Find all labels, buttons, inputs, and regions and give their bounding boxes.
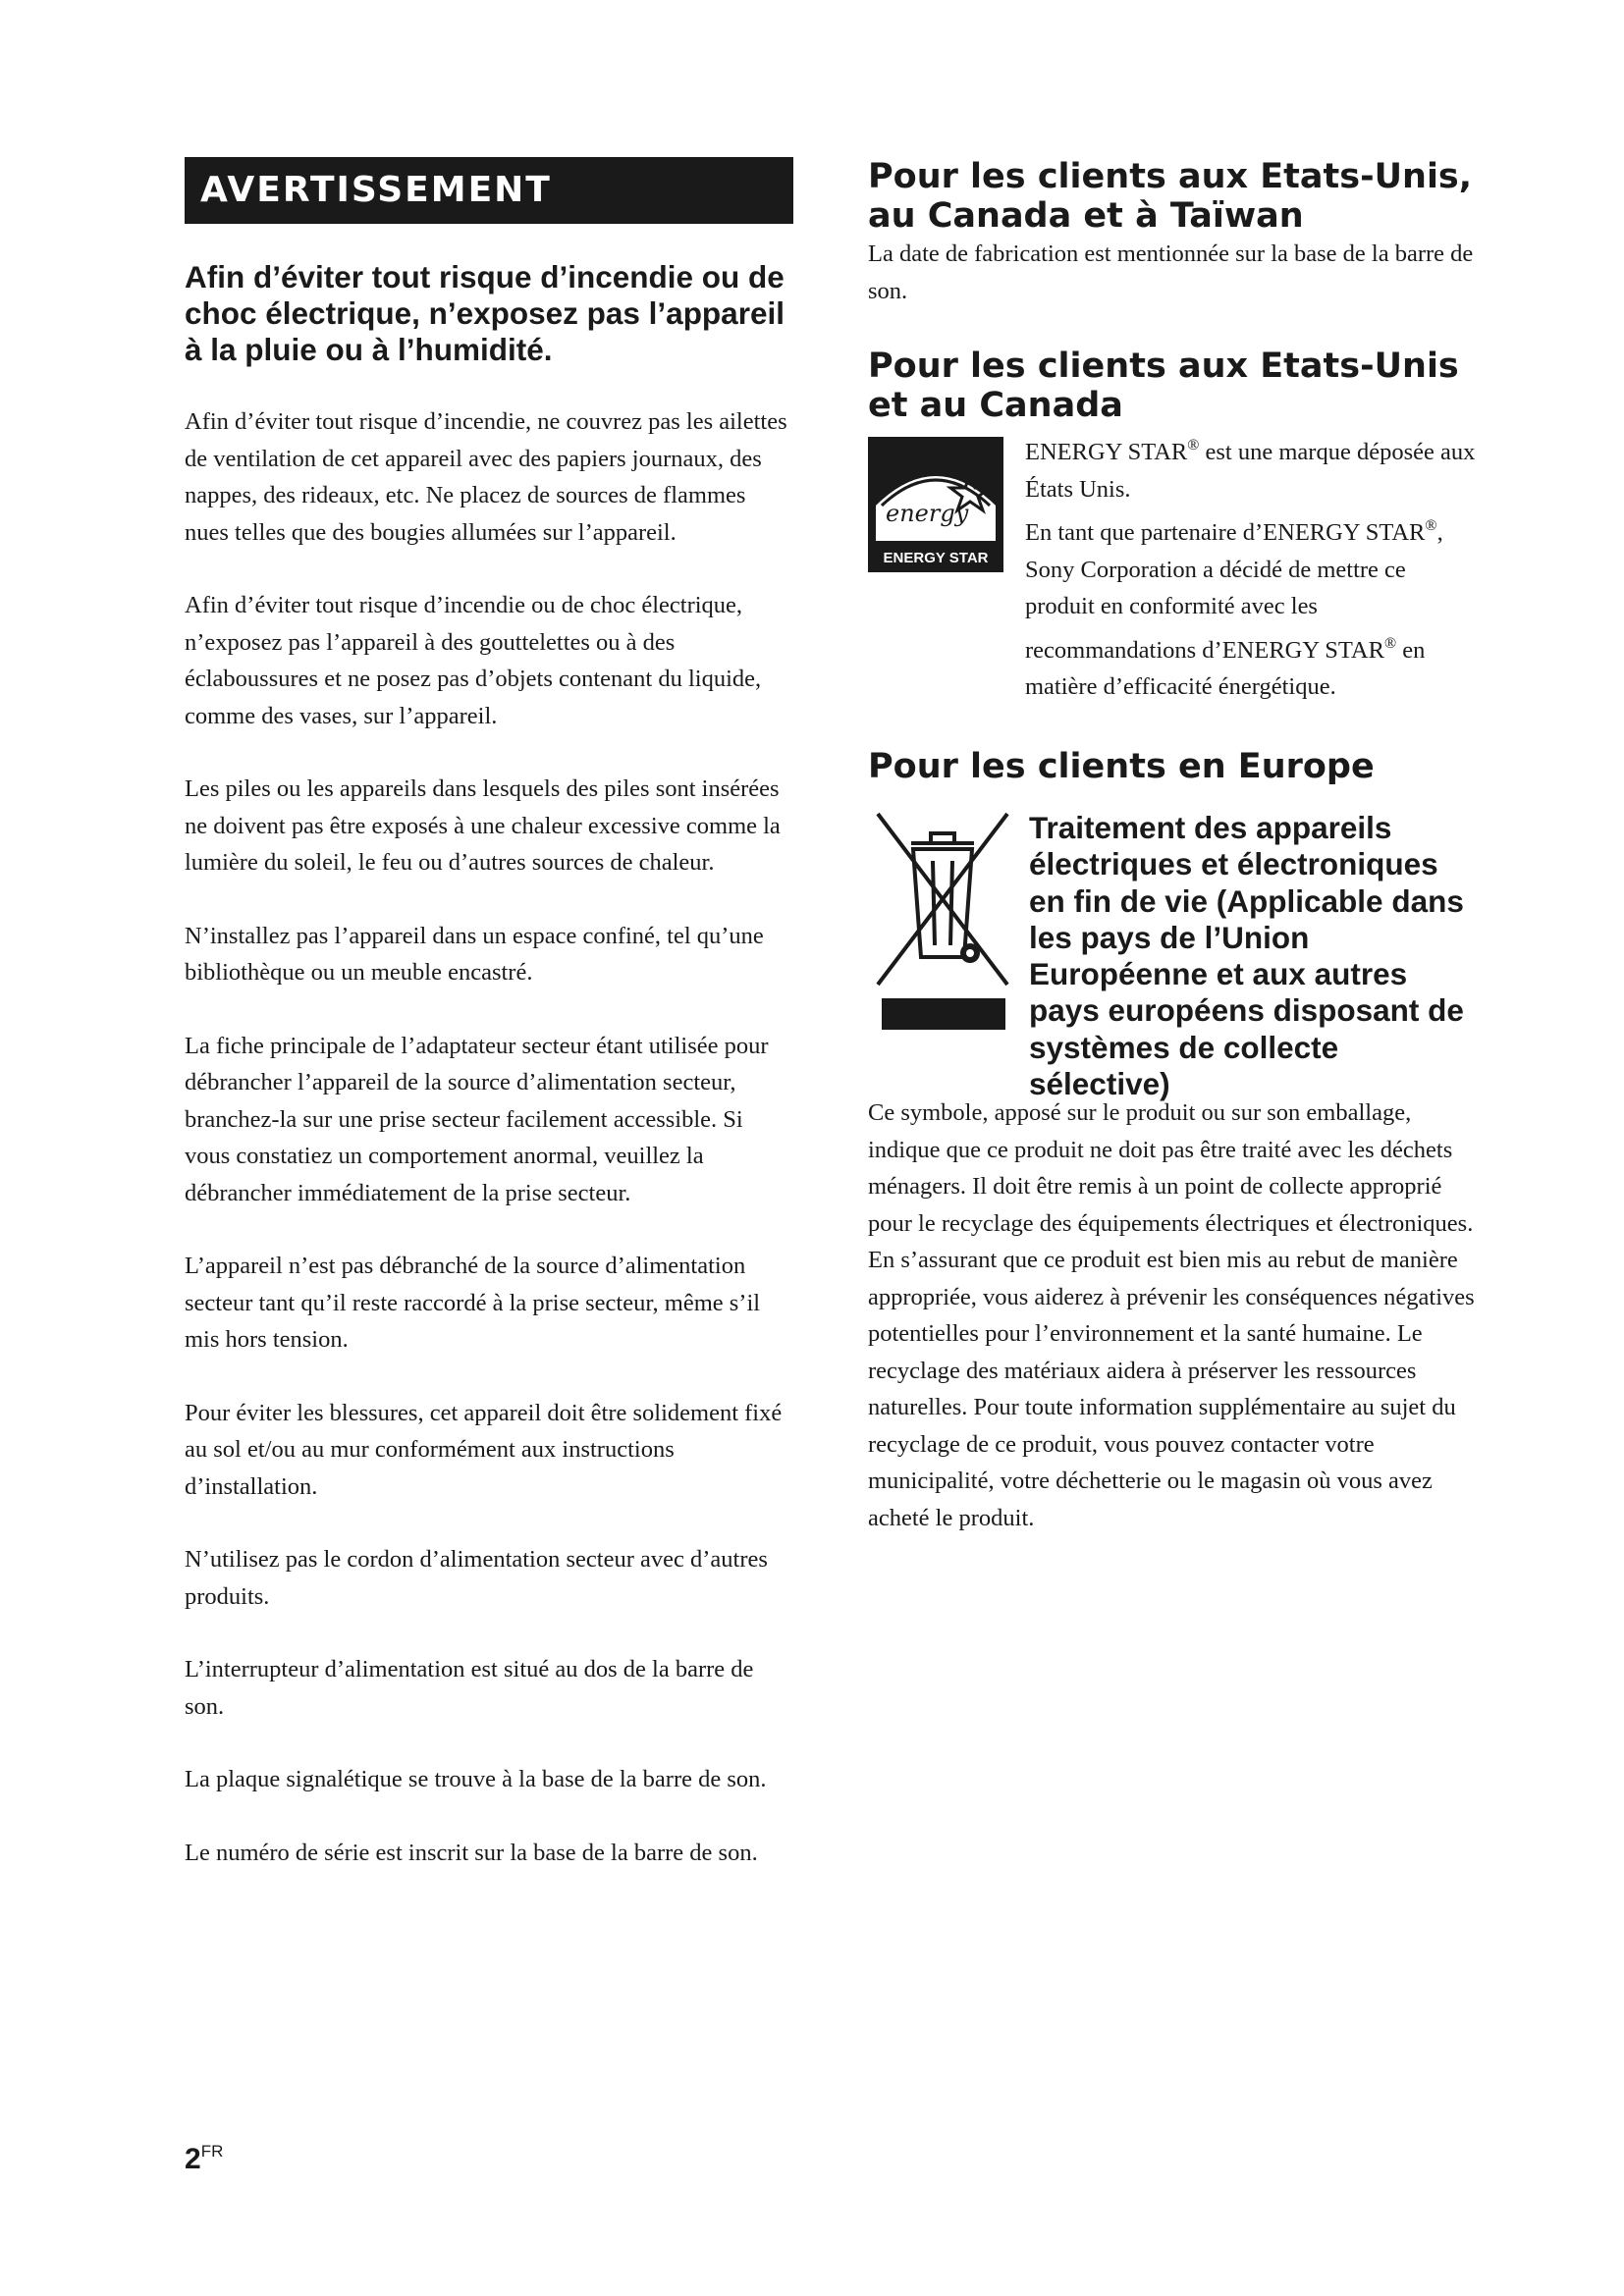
- section-heading-europe: Pour les clients en Europe: [868, 747, 1375, 786]
- warning-banner: AVERTISSEMENT: [185, 157, 793, 224]
- warning-paragraph: N’installez pas l’appareil dans un espace confiné, tel qu’une bibliothèque ou un meuble encastré.: [185, 922, 764, 986]
- energy-star-statement-2: En tant que partenaire d’ENERGY STAR®, Sony Corporation a décidé de mettre ce produit en conformité avec les recommandations d’ENERGY STAR® en matière d’efficacité énergétique.: [1025, 517, 1443, 700]
- right-column: [868, 157, 1477, 1536]
- weee-explanation: Ce symbole, apposé sur le produit ou sur son emballage, indique que ce produit ne doit pas être traité avec les déchets ménagers. Il doit être remis à un point de collecte approprié pour le recyclage des équipements électriques et électroniques. En s’assurant que ce produit est bien mis au rebut de manière appropriée, vous aiderez à prévenir les conséquences négatives potentielles pour l’environnement et la santé humaine. Le recyclage des matériaux aidera à préserver les ressources naturelles. Pour toute information supplémentaire au sujet du recyclage de ce produit, vous pouvez contacter votre municipalité, votre déchetterie ou le magasin où vous avez acheté le produit.: [868, 1099, 1475, 1531]
- section-heading-us-canada: Pour les clients aux Etats-Unis et au Canada: [868, 347, 1459, 425]
- crossed-out-bin-icon: [874, 810, 1011, 1014]
- warning-paragraph: Pour éviter les blessures, cet appareil doit être solidement fixé au sol et/ou au mur conformément aux instructions d’installation.: [185, 1399, 783, 1500]
- energy-star-block: [868, 427, 1477, 714]
- energy-star-logo-icon: [868, 437, 1003, 572]
- warning-paragraph: L’interrupteur d’alimentation est situé au dos de la barre de son.: [185, 1656, 754, 1720]
- warning-paragraph: Le numéro de série est inscrit sur la base de la barre de son.: [185, 1839, 758, 1866]
- svg-text:ENERGY STAR: ENERGY STAR: [883, 550, 989, 566]
- warning-paragraph: La plaque signalétique se trouve à la base de la barre de son.: [185, 1766, 767, 1792]
- warning-paragraph: L’appareil n’est pas débranché de la source d’alimentation secteur tant qu’il reste raccordé à la prise secteur, même s’il mis hors tension.: [185, 1253, 761, 1353]
- warning-paragraph: N’utilisez pas le cordon d’alimentation secteur avec d’autres produits.: [185, 1546, 768, 1610]
- svg-text:energy: energy: [886, 500, 969, 527]
- energy-star-statement-1: ENERGY STAR® est une marque déposée aux États Unis.: [1025, 437, 1476, 503]
- section-heading-us-canada-taiwan: Pour les clients aux Etats-Unis, au Canada et à Taïwan: [868, 157, 1473, 236]
- weee-heading: Traitement des appareils électriques et électroniques en fin de vie (Applicable dans les pays de l’Union Européenne et aux autres pays européens disposant de systèmes de collecte sélective): [1029, 810, 1464, 1102]
- warning-paragraph: Les piles ou les appareils dans lesquels des piles sont insérées ne doivent pas être exposés à une chaleur excessive comme la lumière du soleil, le feu ou d’autres sources de chaleur.: [185, 775, 781, 876]
- warning-lead: Afin d’éviter tout risque d’incendie ou de choc électrique, n’exposez pas l’appareil à la pluie ou à l’humidité.: [185, 259, 785, 367]
- page-number: $2^{FR}$: [185, 2142, 224, 2175]
- manufacture-date-note: La date de fabrication est mentionnée sur la base de la barre de son.: [868, 240, 1474, 304]
- warning-paragraph: La fiche principale de l’adaptateur secteur étant utilisée pour débrancher l’appareil de la source d’alimentation secteur, branchez-la sur une prise secteur facilement accessible. Si vous constatiez un comportement anormal, veuillez la débrancher immédiatement de la prise secteur.: [185, 1032, 769, 1206]
- warning-paragraph: Afin d’éviter tout risque d’incendie ou de choc électrique, n’exposez pas l’appareil à des gouttelettes ou à des éclaboussures et ne posez pas d’objets contenant du liquide, comme des vases, sur l’appareil.: [185, 592, 762, 729]
- left-column: [185, 157, 793, 1871]
- weee-black-bar: [882, 998, 1005, 1030]
- weee-block: [868, 810, 1477, 1102]
- warning-paragraph: Afin d’éviter tout risque d’incendie, ne couvrez pas les ailettes de ventilation de cet appareil avec des papiers journaux, des nappes, des rideaux, etc. Ne placez de sources de flammes nues telles que des bougies allumées sur l’appareil.: [185, 408, 787, 546]
- energy-star-text: [1025, 427, 1477, 706]
